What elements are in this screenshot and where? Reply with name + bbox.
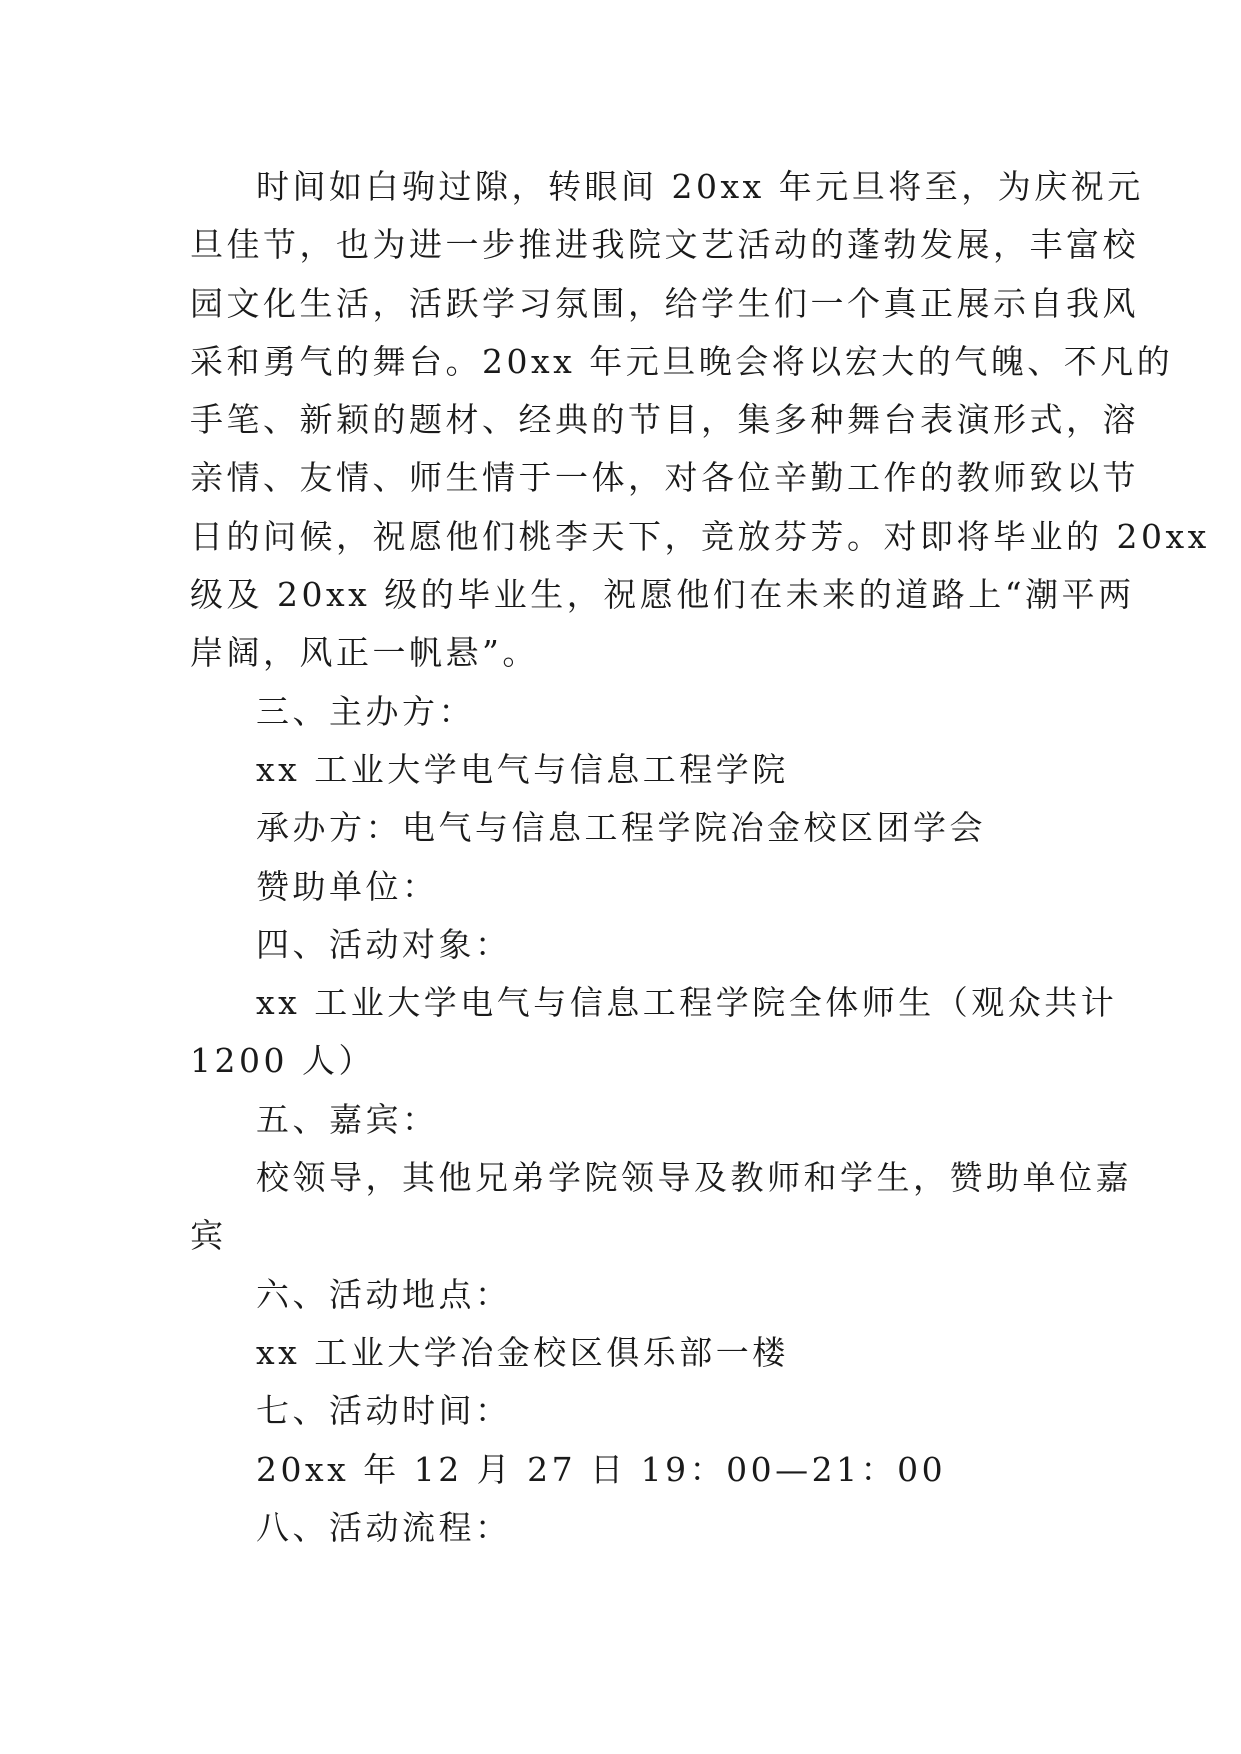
section-8-heading: 八、活动流程： — [256, 1507, 512, 1547]
section-5-line-1: 校领导，其他兄弟学院领导及教师和学生，赞助单位嘉 — [256, 1158, 1132, 1198]
section-6-heading: 六、活动地点： — [256, 1274, 512, 1314]
section-4-line-2: 1200 人） — [190, 1041, 375, 1081]
intro-line-9: 岸阔，风正一帆悬”。 — [190, 633, 539, 673]
section-7-heading: 七、活动时间： — [256, 1391, 512, 1431]
document-body — [190, 158, 1210, 1557]
section-5-heading: 五、嘉宾： — [256, 1099, 439, 1139]
section-4-heading: 四、活动对象： — [256, 924, 512, 964]
section-6-location: xx 工业大学冶金校区俱乐部一楼 — [256, 1332, 789, 1372]
intro-line-3: 园文化生活，活跃学习氛围，给学生们一个真正展示自我风 — [190, 283, 1139, 323]
intro-line-6: 亲情、友情、师生情于一体，对各位辛勤工作的教师致以节 — [190, 458, 1139, 498]
intro-line-8: 级及 20xx 级的毕业生，祝愿他们在未来的道路上“潮平两 — [190, 575, 1135, 615]
intro-line-7: 日的问候，祝愿他们桃李天下，竞放芬芳。对即将毕业的 20xx — [190, 516, 1210, 556]
section-3-organizer: 承办方：电气与信息工程学院冶金校区团学会 — [256, 808, 986, 848]
intro-line-4: 采和勇气的舞台。20xx 年元旦晚会将以宏大的气魄、不凡的 — [190, 341, 1174, 381]
section-3-sponsor: 赞助单位： — [256, 866, 439, 906]
intro-line-1: 时间如白驹过隙，转眼间 20xx 年元旦将至，为庆祝元 — [256, 167, 1144, 206]
section-7-time: 20xx 年 12 月 27 日 19：00—21：00 — [256, 1449, 947, 1489]
intro-line-5: 手笔、新颖的题材、经典的节目，集多种舞台表演形式，溶 — [190, 400, 1139, 440]
intro-line-2: 旦佳节，也为进一步推进我院文艺活动的蓬勃发展，丰富校 — [190, 225, 1139, 265]
section-3-heading: 三、主办方： — [256, 691, 475, 731]
section-5-line-2: 宾 — [190, 1216, 227, 1256]
section-3-host: xx 工业大学电气与信息工程学院 — [256, 749, 789, 789]
section-4-line-1: xx 工业大学电气与信息工程学院全体师生（观众共计 — [256, 983, 1118, 1023]
